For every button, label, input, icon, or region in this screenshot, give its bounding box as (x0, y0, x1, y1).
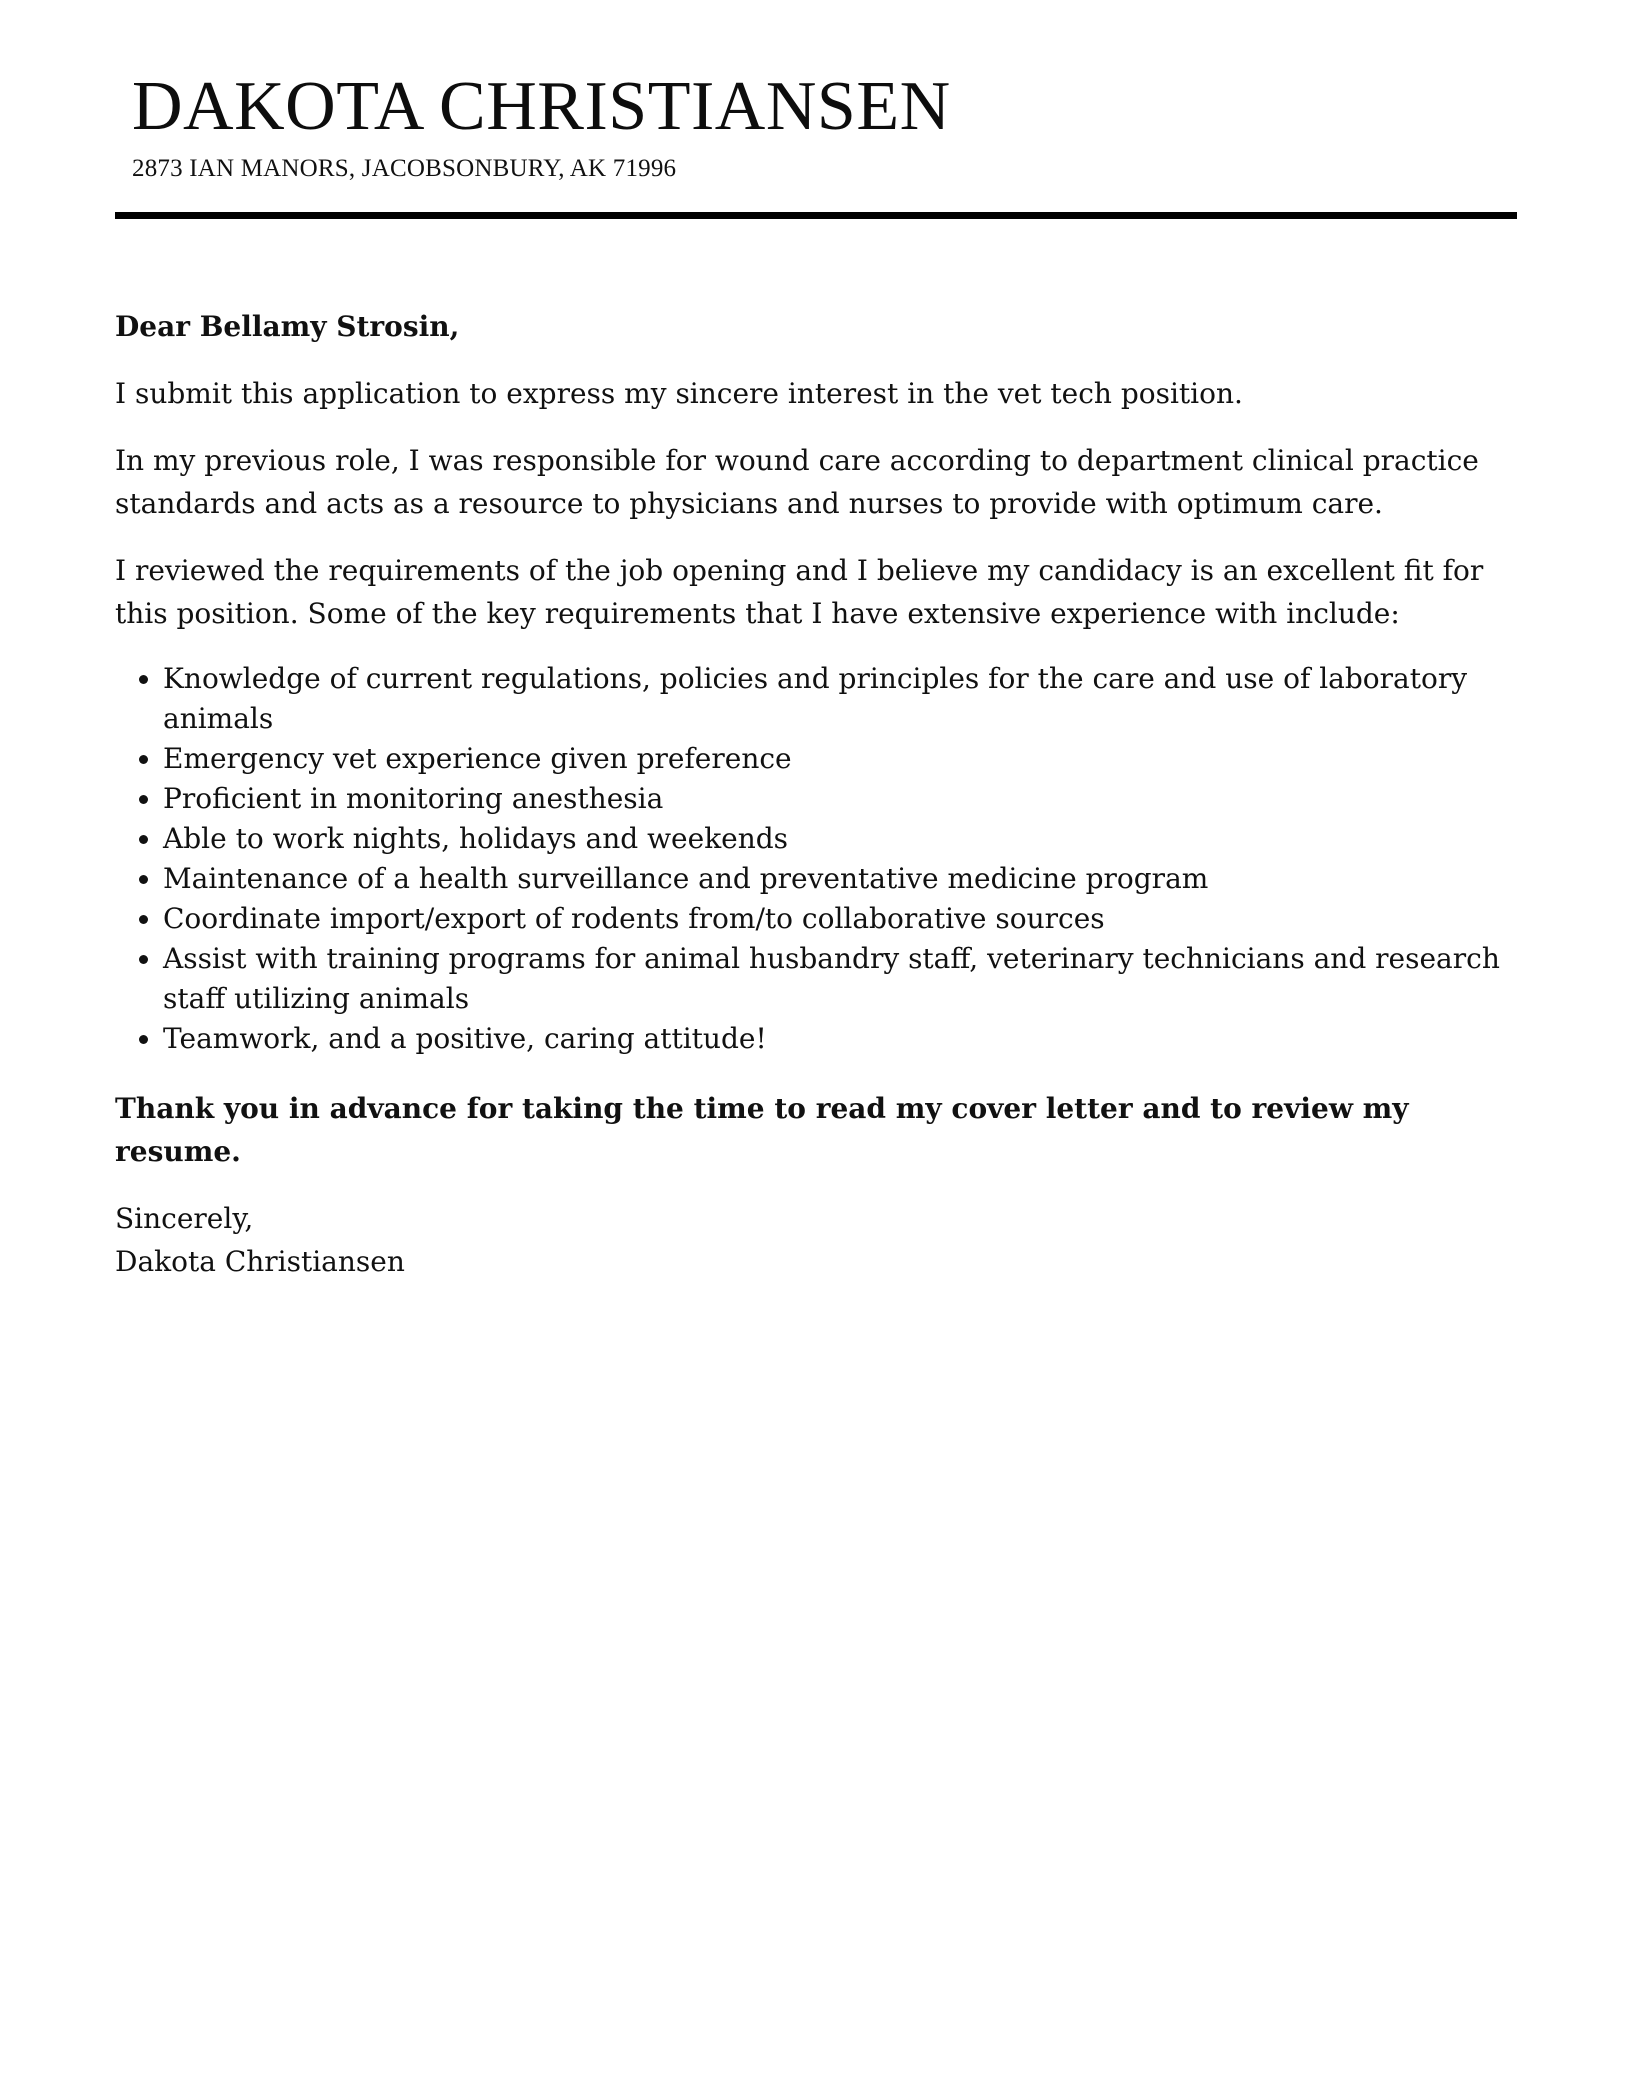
greeting: Dear Bellamy Strosin, (115, 310, 460, 343)
intro-paragraph: I submit this application to express my sincere interest in the vet tech position. (115, 377, 1243, 410)
list-item: • Knowledge of current regulations, policies and principles for the care and use of laboratory animals (163, 659, 1517, 739)
applicant-name: DAKOTA CHRISTIANSEN (132, 68, 951, 145)
applicant-address: 2873 IAN MANORS, JACOBSONBURY, AK 71996 (132, 155, 677, 182)
list-item: • Assist with training programs for animal husbandry staff, veterinary technicians and research staff utilizing animals (163, 939, 1517, 1019)
list-item: • Teamwork, and a positive, caring attitude! (163, 1019, 1517, 1059)
requirements-paragraph: I reviewed the requirements of the job opening and I believe my candidacy is an excellent fit for this position. Some of the key requirements that I have extensive experience with include: (115, 554, 1484, 630)
letter-body (115, 305, 1517, 1283)
thank-you-note: Thank you in advance for taking the time to read my cover letter and to review my resume. (115, 1092, 1409, 1168)
cover-letter-page (115, 0, 1517, 1283)
list-item: • Emergency vet experience given preference (163, 739, 1517, 779)
list-item: • Coordinate import/export of rodents from/to collaborative sources (163, 899, 1517, 939)
signature-name: Dakota Christiansen (115, 1245, 405, 1278)
requirements-list (115, 659, 1517, 1059)
list-item: • Proficient in monitoring anesthesia (163, 779, 1517, 819)
list-item: • Maintenance of a health surveillance and preventative medicine program (163, 859, 1517, 899)
experience-paragraph: In my previous role, I was responsible for wound care according to department clinical practice standards and acts as a resource to physicians and nurses to provide with optimum care. (115, 444, 1479, 520)
header-divider (115, 212, 1517, 219)
closing-salutation: Sincerely, (115, 1202, 254, 1235)
letter-header (115, 0, 1517, 184)
closing (115, 1197, 1517, 1283)
list-item: • Able to work nights, holidays and weekends (163, 819, 1517, 859)
